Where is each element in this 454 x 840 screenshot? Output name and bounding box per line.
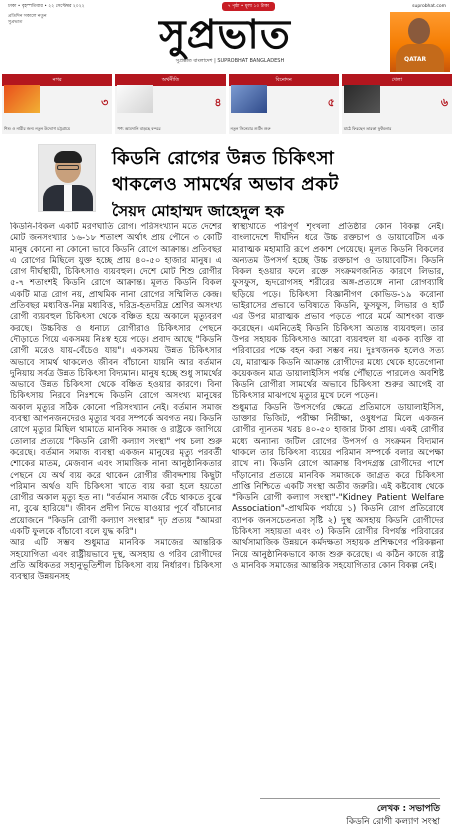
teaser-text: মাঠে ফিরছেন তারকা ফুটবলার: [343, 125, 392, 131]
masthead-player-photo: [390, 12, 450, 72]
article-column-right: [232, 222, 444, 802]
website-label: suprobhat.com: [412, 3, 446, 9]
teaser-item[interactable]: [2, 74, 112, 134]
player-face: [408, 18, 430, 44]
page-price-pill: ৭ পৃষ্ঠা • মূল্য ১০ টাকা: [222, 2, 275, 11]
masthead: [0, 12, 454, 74]
teaser-image: [4, 85, 40, 113]
headline-line-1: কিডনি রোগের উন্নত চিকিৎসা: [112, 148, 335, 169]
article-byline: সৈয়দ মোহাম্মদ জাহেদুল হক: [112, 202, 285, 220]
article-body: [10, 222, 444, 802]
masthead-tagline: প্রতিদিন সকালে নতুন সুপ্রভাত: [8, 14, 47, 25]
shirt-sponsor-text: QATAR: [404, 56, 427, 63]
paragraph: শুধুমাত্র কিডনি উপসর্গের ক্ষেত্রে প্রতিমাসে ডায়ালাইসিস, ডাক্তার ভিজিট, পরীক্ষা নিরীক্ষা, ওষুধপত্র মিলে একজন রোগীর ন্যূনতম খরচ ৪০-৫০ হাজার টাকা প্রায়। একই রোগীর মধ্যে অন্যান্য জটিল রোগের উপসর্গ ও সংক্রমন বিদ্যমান থাকলে তার চিকিৎসা ব্যয়ের পরিমান সম্পর্কে বলার অপেক্ষা রাখে না। কিডনি রোগে আক্রান্ত বিপদগ্রস্ত রোগীদের পাশে দাঁড়ানোর প্রত্যয়ে মানবিক সমাজকে জাগ্রত করে চিকিৎসা প্রাপ্তি নিশ্চিতে একটি সংস্থা অতীব জরুরি। এই কষ্টবোধ থেকে "কিডনি রোগী কল্যাণ সংস্থা"-"Kidney Patient Welfare Association"-প্রাথমিক পর্যায়ে ১) কিডনি রোগ প্রতিরোধে ব্যাপক জনসচেতনতা সৃষ্টি ২) দুস্থ অসহায় কিডনি রোগীদের চিকিৎসা সহায়তা এবং ৩) কিডনি রোগীর বিপর্যস্ত পরিবারের আর্থসামাজিক উন্নয়নে কর্মদক্ষতা সহায়ক প্রশিক্ষণের পরিকল্পনা নিয়ে আনুষ্ঠানিকভাবে কাজ শুরু করেছে। এ কঠিন কাজে রাষ্ট্র ও মানবিক সমাজের আন্তরিক সহযোগিতার কোন বিকল্প নেই।: [232, 402, 444, 571]
teaser-item[interactable]: [229, 74, 339, 134]
teaser-image: [117, 85, 153, 113]
author-note-divider: [260, 798, 440, 799]
teaser-text: নতুন সিনেমার শুটিং শুরু: [230, 125, 271, 131]
headline-line-2: থাকলেও সামর্থের অভাব প্রকট: [112, 174, 339, 195]
teaser-page-number: ৪: [214, 96, 222, 109]
portrait-hair: [54, 151, 82, 163]
paragraph: আর এটি সম্ভব শুধুমাত্র মানবিক সমাজের আন্তরিক সহযোগিতা এবং রাষ্ট্রীয়ভাবে দুস্থ, অসহায় ও গরিব রোগীদের প্রতি অধিকতর সহানুভূতিশীল চিকিৎসা ব্যয় নির্ধারণ। চিকিৎসা ব্যবস্থার উন্নয়নসহ: [10, 538, 222, 583]
portrait-glasses: [57, 165, 79, 170]
author-organization: কিডনি রোগী কল্যাণ সংস্থা: [346, 817, 440, 827]
teaser-page-number: ৩: [101, 96, 109, 109]
teaser-label: বিনোদন: [229, 76, 339, 86]
portrait-shirt: [64, 185, 72, 211]
teaser-item[interactable]: [342, 74, 452, 134]
teaser-image: [344, 85, 380, 113]
date-line: ঢাকা • বৃহস্পতিবার • ২২ সেপ্টেম্বর ২০২২: [8, 3, 85, 9]
author-note: [260, 798, 440, 829]
newspaper-logo[interactable]: সুপ্রভাত: [159, 10, 291, 58]
teaser-label: নগর: [2, 76, 112, 86]
teaser-page-number: ৬: [440, 96, 448, 109]
teaser-item[interactable]: [115, 74, 225, 134]
article-headline: [112, 146, 442, 198]
teaser-strip: [0, 74, 454, 134]
article: [0, 138, 454, 840]
paragraph: কিডনি-বিকল একটি মরণঘাতি রোগ। পরিসংখ্যান মতে দেশের মোট জনসংখ্যার ১৬-১৮ শতাংশ অর্থাৎ প্রায় পৌনে ৩ কোটি মানুষ কোনো না কোনো ভাবে কিডনি রোগে আক্রান্ত। প্রতিবছর এ রোগের মিছিলে যুক্ত হচ্ছে প্রায় ৪০-৫০ হাজার মানুষ। এ রোগ দীর্ঘস্থায়ী, চিকিৎসাও ব্যয়বহুল। দেশে মোট শিশু রোগীর ৫-৭ শতাংশই কিডনি রোগে আক্রান্ত। মূলত কিডনি বিকল একটি মাত্র রোগ নয়, প্রাথমিক নানা রোগের সম্মিলিত কেন্দ্র। প্রতিবছর মধ্যবিত্ত-নিম্ন মধ্যবিত্ত, দরিদ্র-হতদরিদ্র শ্রেণির অসংখ্য রোগী ব্যয়বহুল চিকিৎসা থেকে বঞ্চিত হয়ে অকালে মৃত্যুবরণ করছে। উচ্চবিত্ত ও ধনাঢ্য রোগীরাও চিকিৎসার পেছনে দৌড়াতে গিয়ে একসময় নিঃস্ব হয়ে পড়ে। প্রবাদ আছে "কিডনি রোগী মরেও যায়-বেঁচেও যায়"। একসময় উন্নত চিকিৎসার অভাবে সামর্থ থাকলেও জীবন বাঁচানো যায়নি আর বর্তমান দুনিয়ায় সর্বত্র উন্নত চিকিৎসা বিদ্যমান। মানুষ হচ্ছে শুধু সামর্থের অভাবে উন্নত চিকিৎসা থেকে বঞ্চিত হওয়ার কারণে। বিনা চিকিৎসায় নিরবে নিঃশব্দে কিডনি রোগে অসংখ্য মানুষের অকাল মৃত্যুর সঠিক কোনো পরিসংখ্যান নেই। বর্তমান সমাজ ব্যবস্থা আপনজনদেরও মৃত্যুর খবর সম্পর্কে অবগত নয়। কিডনি রোগে মৃত্যুর মিছিল থামাতে মানবিক সমাজ ও রাষ্ট্রকে জাগিয়ে তোলার প্রত্যয়ে "কিডনি রোগী কল্যাণ সংস্থা" পথ চলা শুরু করেছে। বর্তমান সমাজ ব্যবস্থা একজন মানুষের মৃত্যু পরবর্তী শোকের মাতম, মেজবান এবং সামাজিক নানা আনুষ্ঠানিকতার পেছনে যে অর্থ ব্যয় করে থাকেন রোগীর জীবদ্দশায় কিছুটা পরিমান অর্থও যদি চিকিৎসা খাতে ব্যয় করা হলে হয়তো রোগীর অকাল মৃত্যু হত না। "বর্তমান সমাজ বেঁচে থাকতে বুঝে না, বুঝে হারিয়ে"। জীবন প্রদীপ নিভে যাওয়ার পূর্বে বাঁচানোর প্রয়োজনে "কিডনি রোগী কল্যাণ সংস্থার" দৃঢ় প্রত্যয় "আমরা একটি ফুলকে বাঁচাবো বলে যুদ্ধ করি"।: [10, 222, 222, 538]
teaser-text: পণ্য আমদানি বাড়ছে বন্দরে: [117, 125, 161, 131]
teaser-text: শিশু ও নারীর জন্য নতুন উদ্যোগ চট্টগ্রামে: [4, 125, 70, 131]
article-column-left: [10, 222, 222, 802]
teaser-label: খেলা: [342, 76, 452, 86]
paragraph: স্বাস্থ্যখাতে পরিপূর্ণ শৃংখলা প্রতিষ্ঠার কোন বিকল্প নেই। বাংলাদেশে দীর্ঘদিন ধরে উচ্চ রক্তচাপ ও ডায়াবেটিস এক মারাত্মক মহামারি রূপে প্রকাশ পেয়েছে। মূলত কিডনি বিকলের অন্যতম উপসর্গ হচ্ছে উচ্চ রক্তচাপ ও ডায়াবেটিস। কিডনি বিকল হওয়ার ফলে রক্তে সংক্রমণজনিত কারণে লিভার, ফুসফুস, হৃদরোগসহ শরীরের অঙ্গ-প্রত্যঙ্গে নানা রোগব্যাধি ছড়িয়ে পড়ে। চিকিৎসা বিজ্ঞানীগণ কোভিড-১৯ করোনা ভাইরাসের প্রভাবে ভবিষ্যতে কিডনি, ফুসফুস, লিভার ও হার্ট এর উপর মারাত্মক প্রভাব পড়তে পারে মর্মে আশংকা ব্যক্ত করেছেন। এমনিতেই কিডনি চিকিৎসা অত্যন্ত ব্যয়বহুল। তার উপর সহায়ক চিকিৎসাও আরো ব্যয়বহুল যা একক ব্যক্তি বা পরিবারের পক্ষে বহন করা সম্ভব নয়। দুঃখজনক হলেও সত্য যে, মারাত্মক কিডনি আক্রান্ত রোগীদের মধ্যে থেকে হাতেগোনা কয়েকজন মাত্র ডায়ালাইসিস পর্যন্ত পৌঁছাতে পারলেও অবশিষ্ট কিডনি রোগীরা সামর্থের অভাবে চিকিৎসা শুরুর আগেই বা চিকিৎসার মাঝপথে মৃত্যুর মুখে ঢলে পড়েন।: [232, 222, 444, 402]
masthead-subtitle: সুপ্রভাত বাংলাদেশ | SUPROBHAT BANGLADESH: [175, 58, 285, 64]
teaser-label: অর্থনীতি: [115, 76, 225, 86]
teaser-page-number: ৫: [327, 96, 335, 109]
author-portrait: [38, 144, 96, 212]
teaser-image: [231, 85, 267, 113]
author-title: লেখক : সভাপতি: [376, 804, 440, 814]
